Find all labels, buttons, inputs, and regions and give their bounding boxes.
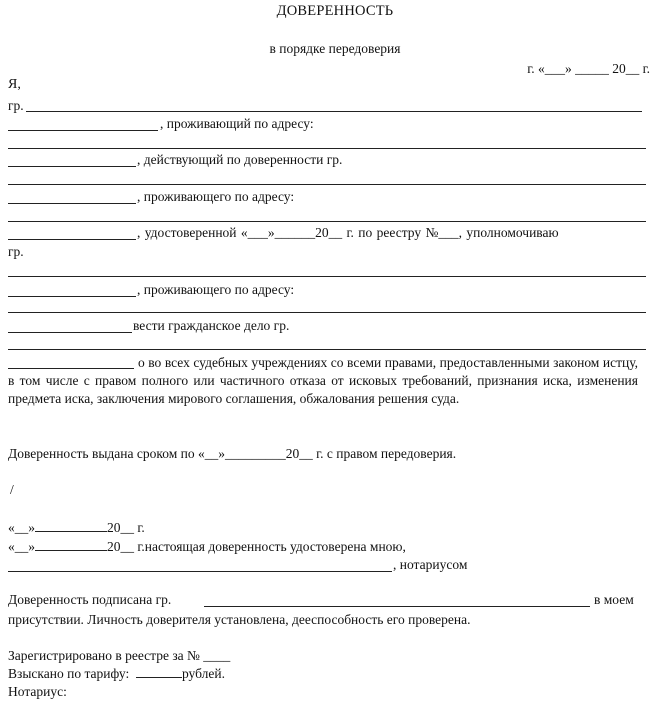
blank-line [8, 239, 136, 240]
ya-label: Я, [8, 77, 21, 92]
presence-text: присутствии. Личность доверителя установлена, дееспособность его проверена. [8, 612, 471, 627]
date-line: г. «___» _____ 20__ г. [527, 61, 650, 76]
gr-label: гр. [8, 98, 24, 113]
name-line [26, 111, 642, 112]
document-title: ДОВЕРЕННОСТЬ [276, 3, 394, 19]
gr-label-2: гр. [8, 244, 24, 259]
blank-line [8, 203, 136, 204]
tariff-currency: рублей. [181, 666, 225, 681]
blank-line [8, 296, 136, 297]
address-line-2 [8, 221, 646, 222]
date2-year: 20__ г. [107, 520, 145, 535]
notary-label: , нотариусом [393, 557, 468, 572]
residing-label-3: , проживающего по адресу: [137, 282, 295, 297]
tariff-amount-blank [136, 666, 182, 678]
date3-text: 20__ г.настоящая доверенность удостоверена мною, [107, 539, 406, 554]
blank-line [8, 166, 136, 167]
powers-paragraph: о во всех судебных учреждениях со всеми правами, предоставленными законом истцу, в том числе с правом полного или частичного отказа от исковых требований, признания иска, изменения предмета иска, заключения мирового соглашения, обжалования решения суда. [8, 355, 638, 406]
blank-line [8, 332, 132, 333]
notary-signature-label: Нотариус: [8, 684, 67, 699]
date3-month-blank [35, 539, 107, 551]
conduct-case-label: вести гражданское дело гр. [133, 318, 290, 333]
date2-month-blank [35, 520, 107, 532]
date2 [8, 520, 145, 536]
date3 [8, 539, 406, 555]
date3-open: «__» [8, 539, 35, 554]
representative-name-line [8, 276, 646, 277]
in-presence-label: в моем [594, 592, 634, 607]
signer-name-line [204, 606, 590, 607]
blank-line [8, 130, 158, 131]
notary-name-line [8, 571, 392, 572]
residing-label-2: , проживающего по адресу: [137, 189, 295, 204]
tariff-line [8, 666, 225, 682]
slash-mark: / [10, 482, 14, 497]
document-subtitle: в порядке передоверия [269, 41, 401, 56]
term-line: Доверенность выдана сроком по «__»_________20__ г. с правом передоверия. [8, 446, 457, 461]
registry-line: Зарегистрировано в реестре за № ____ [8, 648, 231, 663]
address-line [8, 148, 646, 149]
address-line-3 [8, 312, 646, 313]
signed-by-label: Доверенность подписана гр. [8, 592, 172, 607]
certified-label: , удостоверенной «___»______20__ г. по реестру №___, уполномочиваю [137, 225, 559, 240]
residing-label: , проживающий по адресу: [160, 116, 314, 131]
acting-label: , действующий по доверенности гр. [137, 152, 343, 167]
tariff-label: Взыскано по тарифу: [8, 666, 130, 681]
case-name-line [8, 349, 646, 350]
principal-name-line [8, 184, 646, 185]
date2-open: «__» [8, 520, 35, 535]
